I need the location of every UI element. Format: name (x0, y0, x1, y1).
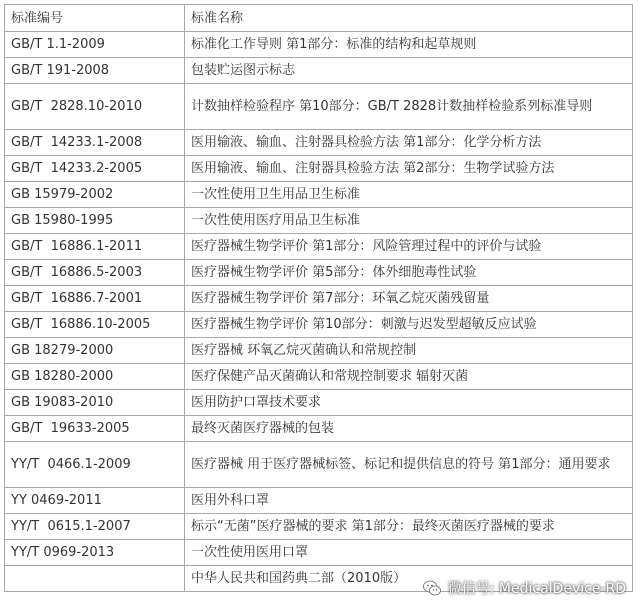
standard-code: GB 19083-2010 (5, 390, 185, 416)
standard-name: 医疗器械 环氧乙烷灭菌确认和常规控制 (185, 338, 633, 364)
standard-name: 一次性使用医疗用品卫生标准 (185, 208, 633, 234)
standard-code: GB 18280-2000 (5, 364, 185, 390)
standard-name: 医疗保健产品灭菌确认和常规控制要求 辐射灭菌 (185, 364, 633, 390)
standard-code: GB/T 14233.1-2008 (5, 130, 185, 156)
standard-name: 医疗器械生物学评价 第1部分：风险管理过程中的评价与试验 (185, 234, 633, 260)
standard-name: 医用输液、输血、注射器具检验方法 第1部分：化学分析方法 (185, 130, 633, 156)
table-row (5, 566, 633, 592)
standard-code: YY/T 0615.1-2007 (5, 514, 185, 540)
table-row (5, 312, 633, 338)
standard-name: 一次性使用卫生用品卫生标准 (185, 182, 633, 208)
standard-code: GB 18279-2000 (5, 338, 185, 364)
table-row (5, 234, 633, 260)
standard-name: 医疗器械生物学评价 第10部分：刺激与迟发型超敏反应试验 (185, 312, 633, 338)
standard-name: 医疗器械生物学评价 第7部分：环氧乙烷灭菌残留量 (185, 286, 633, 312)
table-row (5, 514, 633, 540)
header-standard-name: 标准名称 (185, 5, 633, 32)
table-row (5, 286, 633, 312)
watermark-text: 微信号: MedicalDevice-RD (447, 581, 626, 597)
standard-code: YY 0469-2011 (5, 488, 185, 514)
standard-name: 医用外科口罩 (185, 488, 633, 514)
standard-code: GB 15979-2002 (5, 182, 185, 208)
table-row (5, 416, 633, 442)
standard-code: GB/T 1.1-2009 (5, 32, 185, 58)
standard-name: 医疗器械生物学评价 第5部分：体外细胞毒性试验 (185, 260, 633, 286)
header-standard-code: 标准编号 (5, 5, 185, 32)
table-row (5, 156, 633, 182)
standard-name: 最终灭菌医疗器械的包装 (185, 416, 633, 442)
standards-table (4, 4, 633, 592)
standard-name: 标准化工作导则 第1部分：标准的结构和起草规则 (185, 32, 633, 58)
table-row (5, 208, 633, 234)
standard-name: 医用输液、输血、注射器具检验方法 第2部分：生物学试验方法 (185, 156, 633, 182)
standard-name: 包装贮运图示标志 (185, 58, 633, 84)
standard-name: 标示“无菌”医疗器械的要求 第1部分：最终灭菌医疗器械的要求 (185, 514, 633, 540)
standard-code: GB/T 2828.10-2010 (5, 84, 185, 130)
table-row (5, 260, 633, 286)
standard-code (5, 566, 185, 592)
standard-code: YY/T 0466.1-2009 (5, 442, 185, 488)
table-row (5, 84, 633, 130)
table-row (5, 130, 633, 156)
table-row (5, 364, 633, 390)
standard-code: GB/T 19633-2005 (5, 416, 185, 442)
standard-code: GB/T 16886.1-2011 (5, 234, 185, 260)
table-row (5, 390, 633, 416)
table-row (5, 58, 633, 84)
standard-name: 医疗器械 用于医疗器械标签、标记和提供信息的符号 第1部分：通用要求 (185, 442, 633, 488)
table-row (5, 338, 633, 364)
table-row (5, 540, 633, 566)
standard-name: 中华人民共和国药典二部（2010版） (185, 566, 633, 592)
table-header-row (5, 5, 633, 32)
standard-code: GB/T 191-2008 (5, 58, 185, 84)
standard-code: YY/T 0969-2013 (5, 540, 185, 566)
standard-code: GB/T 16886.7-2001 (5, 286, 185, 312)
table-row (5, 182, 633, 208)
table-row (5, 488, 633, 514)
table-row (5, 32, 633, 58)
standard-code: GB/T 16886.10-2005 (5, 312, 185, 338)
standard-name: 计数抽样检验程序 第10部分：GB/T 2828计数抽样检验系列标准导则 (185, 84, 633, 130)
standard-name: 医用防护口罩技术要求 (185, 390, 633, 416)
standard-code: GB/T 16886.5-2003 (5, 260, 185, 286)
table-row (5, 442, 633, 488)
standard-name: 一次性使用医用口罩 (185, 540, 633, 566)
standard-code: GB/T 14233.2-2005 (5, 156, 185, 182)
standard-code: GB 15980-1995 (5, 208, 185, 234)
